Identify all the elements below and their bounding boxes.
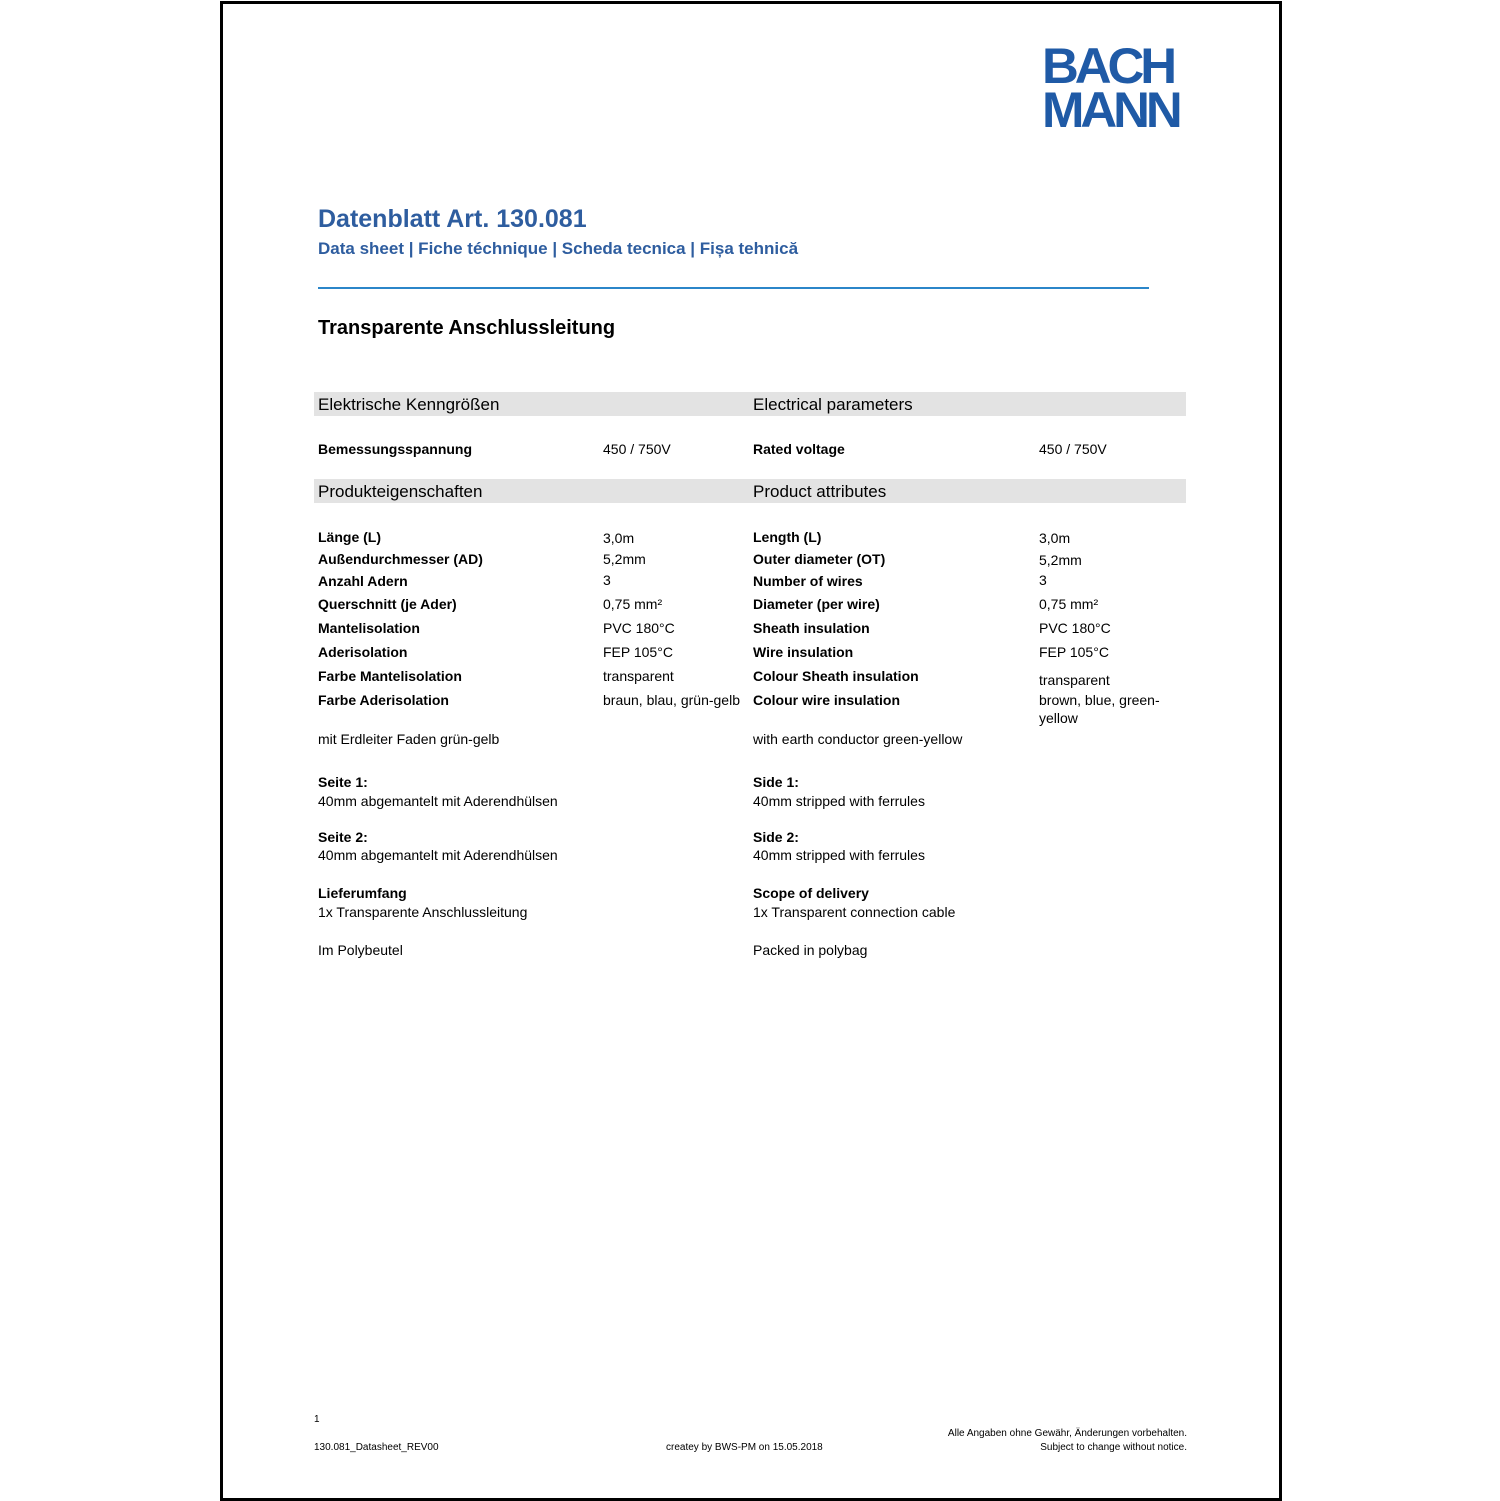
delivery-title-de: Lieferumfang	[318, 885, 407, 901]
earth-note-en: with earth conductor green-yellow	[753, 731, 963, 747]
spec-label-de: Farbe Aderisolation	[318, 692, 449, 708]
electrical-heading-de: Elektrische Kenngrößen	[318, 395, 500, 414]
spec-label-en: Colour Sheath insulation	[753, 668, 919, 684]
side2-title-en: Side 2:	[753, 829, 799, 845]
delivery-title-en: Scope of delivery	[753, 885, 869, 901]
spec-label-en: Length (L)	[753, 529, 822, 545]
spec-value-de: FEP 105°C	[603, 644, 673, 660]
spec-value-en: transparent	[1039, 672, 1110, 688]
footer-disclaimer-de: Alle Angaben ohne Gewähr, Änderungen vorbehalten.	[947, 1428, 1187, 1439]
side1-title-en: Side 1:	[753, 774, 799, 790]
spec-label-de: Anzahl Adern	[318, 573, 408, 589]
spec-label-en: Colour wire insulation	[753, 692, 901, 708]
side2-title-de: Seite 2:	[318, 829, 368, 845]
side1-text-en: 40mm stripped with ferrules	[753, 793, 925, 809]
spec-label-de: Farbe Mantelisolation	[318, 668, 462, 684]
side1-text-de: 40mm abgemantelt mit Aderendhülsen	[318, 793, 558, 809]
spec-label-en: Wire insulation	[753, 644, 854, 660]
attributes-heading-en: Product attributes	[753, 482, 887, 501]
side2-text-de: 40mm abgemantelt mit Aderendhülsen	[318, 847, 558, 863]
spec-value-de: transparent	[603, 668, 674, 684]
side2-text-en: 40mm stripped with ferrules	[753, 847, 925, 863]
spec-label-de: Mantelisolation	[318, 620, 420, 636]
page-number: 1	[314, 1414, 320, 1425]
spec-label-de: Querschnitt (je Ader)	[318, 596, 457, 612]
spec-value-de: 0,75 mm²	[603, 596, 663, 612]
spec-value-en: 5,2mm	[1039, 552, 1082, 568]
side1-title-de: Seite 1:	[318, 774, 368, 790]
spec-label-en: Sheath insulation	[753, 620, 870, 636]
spec-value-en: 0,75 mm²	[1039, 596, 1099, 612]
spec-label-en: Rated voltage	[753, 441, 845, 457]
delivery-text-en: 1x Transparent connection cable	[753, 904, 956, 920]
spec-value-en: 3,0m	[1039, 530, 1071, 546]
spec-value-en: brown, blue, green-yellow	[1039, 692, 1160, 726]
spec-label-de: Bemessungsspannung	[318, 441, 473, 457]
spec-label-de: Länge (L)	[318, 529, 381, 545]
title-divider	[318, 287, 1149, 289]
spec-value-de: 5,2mm	[603, 551, 646, 567]
packaging-en: Packed in polybag	[753, 942, 868, 958]
product-name: Transparente Anschlussleitung	[318, 317, 616, 339]
spec-value-en: 3	[1039, 572, 1047, 588]
spec-label-en: Number of wires	[753, 573, 863, 589]
spec-label-de: Außendurchmesser (AD)	[318, 551, 483, 567]
document-title: Datenblatt Art. 130.081	[318, 205, 587, 233]
electrical-heading-en: Electrical parameters	[753, 395, 913, 414]
spec-value-de: 3	[603, 572, 611, 588]
document-subtitle: Data sheet | Fiche téchnique | Scheda tecnica | Fișa tehnică	[318, 239, 799, 258]
spec-value-de: PVC 180°C	[603, 620, 675, 636]
footer-disclaimer-en: Subject to change without notice.	[1040, 1442, 1187, 1453]
spec-value-en: PVC 180°C	[1039, 620, 1111, 636]
footer-file-name: 130.081_Datasheet_REV00	[314, 1442, 439, 1453]
bachmann-logo	[1042, 38, 1179, 138]
spec-label-en: Outer diameter (OT)	[753, 551, 886, 567]
spec-label-de: Aderisolation	[318, 644, 408, 660]
logo-line-2: MANN	[1042, 82, 1179, 138]
earth-note-de: mit Erdleiter Faden grün-gelb	[318, 731, 500, 747]
delivery-text-de: 1x Transparente Anschlussleitung	[318, 904, 528, 920]
spec-value-en: FEP 105°C	[1039, 644, 1109, 660]
attributes-heading-de: Produkteigenschaften	[318, 482, 483, 501]
packaging-de: Im Polybeutel	[318, 942, 403, 958]
logo-line-1: BACH	[1042, 38, 1174, 94]
spec-value-de: 3,0m	[603, 530, 635, 546]
spec-value-en: 450 / 750V	[1039, 441, 1107, 457]
footer-created: createy by BWS-PM on 15.05.2018	[666, 1442, 823, 1453]
spec-value-de: braun, blau, grün-gelb	[603, 692, 740, 708]
spec-value-de: 450 / 750V	[603, 441, 671, 457]
spec-label-en: Diameter (per wire)	[753, 596, 880, 612]
